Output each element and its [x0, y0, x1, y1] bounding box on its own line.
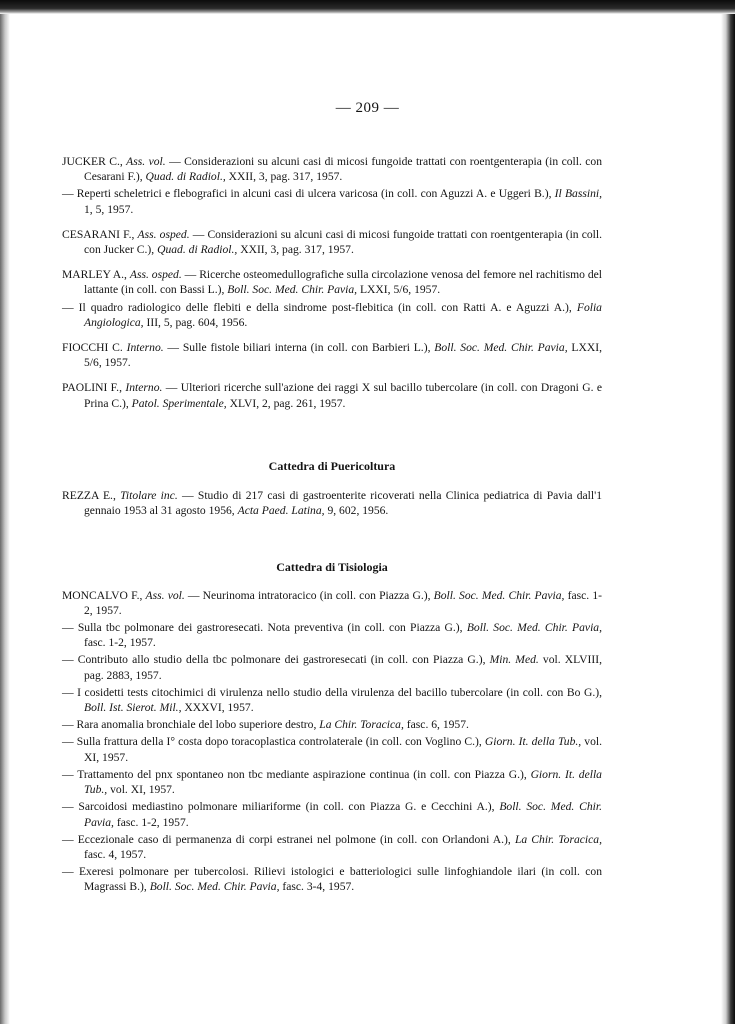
scan-border-top	[0, 0, 735, 14]
entry-role: Ass. vol.	[145, 588, 185, 602]
entry-title: Trattamento del pnx spontaneo non tbc mediante aspirazione continua (in coll. con Piazza G.),	[77, 767, 527, 781]
bibliography-entry	[62, 300, 602, 330]
entry-title: Sulle fistole biliari interna (in coll. con Barbieri L.),	[182, 341, 431, 355]
entry-title: Ulteriori ricerche sull'azione dei raggi X sul bacillo tubercolare (in coll. con Dragoni G. e Prina C.),	[84, 381, 602, 410]
entry-journal: Giorn. It. della Tub.,	[84, 767, 602, 797]
entry-author: CESARANI F.,	[62, 227, 135, 241]
entry-title: Ricerche osteomedullografiche sulla circolazione venosa del femore nel rachitismo del lattante (in coll. con Bassi L.),	[84, 268, 603, 297]
entry-reference: XXII, 3, pag. 317, 1957.	[225, 170, 343, 184]
entry-group-fiocchi	[62, 340, 602, 370]
entry-dash: —	[62, 767, 78, 781]
entry-author: PAOLINI F.,	[62, 381, 122, 395]
section-title-tisiologia: Cattedra di Tisiologia	[276, 560, 388, 575]
entry-group-jucker	[62, 154, 602, 217]
entry-separator: —	[177, 489, 198, 503]
entry-reference: vol. XLVIII, pag. 2883, 1957.	[84, 653, 602, 682]
entry-author: FIOCCHI C.	[62, 341, 123, 355]
entry-reference: XLVI, 2, pag. 261, 1957.	[226, 396, 346, 410]
bibliography-entry	[62, 767, 602, 797]
entry-dash: —	[62, 735, 77, 749]
entry-dash: —	[62, 832, 78, 846]
entry-reference: vol. XI, 1957.	[84, 735, 602, 764]
entry-title: I cosidetti tests citochimici di virulenza nello studio della virulenza del bacillo tubercolare (in coll. con Bo G.),	[77, 685, 602, 699]
bibliography-entry	[62, 685, 602, 715]
entry-group-rezza	[62, 488, 602, 518]
bibliography-body	[62, 154, 602, 905]
entry-title: Contributo allo studio della tbc polmonare dei gastroresecati (in coll. con Piazza G.),	[77, 653, 486, 667]
entry-reference: fasc. 6, 1957.	[403, 718, 469, 732]
entry-role: Titolare inc.	[120, 489, 178, 503]
entry-reference: XXXVI, 1957.	[181, 701, 254, 715]
bibliography-entry	[62, 267, 602, 297]
entry-separator: —	[165, 155, 185, 168]
entry-title: Considerazioni su alcuni casi di micosi fungoide trattati con roentgenterapia (in coll. con Jucker C.),	[84, 227, 602, 257]
entry-reference: fasc. 3-4, 1957.	[279, 880, 355, 894]
entry-journal: Patol. Sperimentale,	[131, 396, 227, 410]
entry-role: Interno.	[126, 341, 164, 355]
entry-journal: Quad. di Radiol.,	[157, 243, 238, 257]
entry-journal: La Chir. Toracica,	[319, 718, 404, 732]
bibliography-entry	[62, 717, 602, 732]
entry-title: Exeresi polmonare per tubercolosi. Rilievi istologici e batteriologici sulle linfoghiandole ilari (in coll. con Magrassi B.),	[78, 865, 603, 894]
bibliography-entry	[62, 588, 602, 618]
scan-border-right	[721, 14, 735, 1024]
entry-journal: Quad. di Radiol.,	[145, 170, 226, 184]
bibliography-entry	[62, 488, 602, 518]
entry-reference: LXXI, 5/6, 1957.	[357, 283, 441, 297]
entry-journal: Il Bassini,	[554, 187, 602, 201]
entry-journal: Boll. Soc. Med. Chir. Pavia,	[434, 341, 568, 355]
entry-reference: LXXI, 5/6, 1957.	[84, 341, 602, 370]
entry-role: Interno.	[125, 381, 163, 395]
entry-dash: —	[62, 653, 78, 667]
entry-reference: III, 5, pag. 604, 1956.	[143, 315, 248, 329]
entry-title: Eccezionale caso di permanenza di corpi estranei nel polmone (in coll. con Orlandoni A.),	[77, 832, 511, 846]
entry-dash: —	[62, 800, 79, 814]
entry-journal: Boll. Soc. Med. Chir. Pavia,	[227, 283, 358, 297]
scan-border-left	[0, 14, 10, 1024]
bibliography-entry	[62, 652, 602, 682]
bibliography-entry	[62, 799, 602, 829]
bibliography-entry	[62, 864, 602, 894]
entry-reference: fasc. 1-2, 1957.	[113, 815, 189, 829]
entry-group-cesarani	[62, 227, 602, 257]
entry-reference: fasc. 1-2, 1957.	[84, 588, 602, 617]
entry-title: Considerazioni su alcuni casi di micosi fungoide trattati con roentgenterapia (in coll. con Cesarani F.),	[84, 155, 603, 184]
entry-dash: —	[62, 685, 78, 699]
entry-journal: Folia Angiologica,	[84, 300, 602, 329]
entry-reference: fasc. 1-2, 1957.	[84, 636, 156, 650]
entry-reference: XXII, 3, pag. 317, 1957.	[237, 243, 354, 257]
entry-separator: —	[181, 268, 200, 282]
entry-journal: Boll. Ist. Sierot. Mil.,	[84, 701, 182, 715]
entry-separator: —	[163, 341, 183, 355]
entry-separator: —	[184, 588, 203, 602]
entry-reference: fasc. 4, 1957.	[84, 847, 147, 861]
bibliography-entry	[62, 620, 602, 650]
entry-title: Sulla tbc polmonare dei gastroresecati. Nota preventiva (in coll. con Piazza G.),	[77, 621, 463, 635]
entry-journal: Giorn. It. della Tub.,	[484, 735, 582, 749]
bibliography-entry	[62, 186, 602, 216]
entry-dash: —	[62, 865, 79, 879]
entry-dash: —	[62, 300, 79, 314]
entry-dash: —	[62, 187, 77, 201]
page-number: — 209 —	[335, 100, 400, 116]
entry-group-paolini	[62, 380, 602, 410]
entry-separator: —	[162, 381, 181, 395]
entry-author: MONCALVO F.,	[62, 588, 143, 602]
entry-dash: —	[62, 718, 77, 732]
bibliography-entry	[62, 227, 602, 257]
entry-author: MARLEY A.,	[62, 268, 127, 282]
section-title-puericoltura: Cattedra di Puericoltura	[268, 458, 396, 473]
entry-author: REZZA E.,	[62, 489, 116, 503]
entry-title: Neurinoma intratoracico (in coll. con Piazza G.),	[202, 588, 431, 602]
bibliography-entry	[62, 154, 602, 184]
entry-journal: Min. Med.	[489, 653, 539, 667]
entry-reference: vol. XI, 1957.	[107, 783, 175, 797]
entry-title: Studio di 217 casi di gastroenterite ricoverati nella Clinica pediatrica di Pavia dall'1 gennaio 1953 al 31 agosto 1956,	[84, 489, 602, 518]
entry-title: Sarcoidosi mediastino polmonare miliariforme (in coll. con Piazza G. e Cecchini A.),	[78, 800, 495, 814]
entry-journal: Boll. Soc. Med. Chir. Pavia,	[466, 621, 602, 635]
entry-reference: 9, 602, 1956.	[324, 504, 389, 518]
entry-separator: —	[189, 227, 208, 241]
entry-group-moncalvo	[62, 588, 602, 895]
bibliography-entry	[62, 734, 602, 764]
entry-journal: Boll. Soc. Med. Chir. Pavia,	[84, 800, 602, 829]
entry-author: JUCKER C.,	[62, 155, 123, 168]
entry-journal: La Chir. Toracica,	[514, 832, 602, 846]
entry-role: Ass. vol.	[126, 155, 166, 168]
entry-title: Reperti scheletrici e flebografici in alcuni casi di ulcera varicosa (in coll. con Aguzzi A. e Uggeri B.),	[76, 187, 552, 201]
entry-journal: Boll. Soc. Med. Chir. Pavia,	[433, 588, 565, 602]
entry-title: Sulla frattura della I° costa dopo toracoplastica controlaterale (in coll. con Voglino C.),	[76, 735, 482, 749]
entry-title: Il quadro radiologico delle flebiti e della sindrome post-flebitica (in coll. con Ratti A. e Aguzzi A.),	[78, 300, 572, 314]
bibliography-entry	[62, 340, 602, 370]
entry-role: Ass. osped.	[129, 268, 182, 282]
entry-dash: —	[62, 621, 78, 635]
entry-role: Ass. osped.	[137, 227, 190, 241]
entry-journal: Boll. Soc. Med. Chir. Pavia,	[149, 880, 280, 894]
bibliography-entry	[62, 380, 602, 410]
bibliography-entry	[62, 832, 602, 862]
entry-title: Rara anomalia bronchiale del lobo superiore destro,	[76, 718, 317, 732]
entry-group-marley	[62, 267, 602, 330]
entry-journal: Acta Paed. Latina,	[237, 504, 325, 518]
entry-reference: 1, 5, 1957.	[84, 202, 134, 216]
